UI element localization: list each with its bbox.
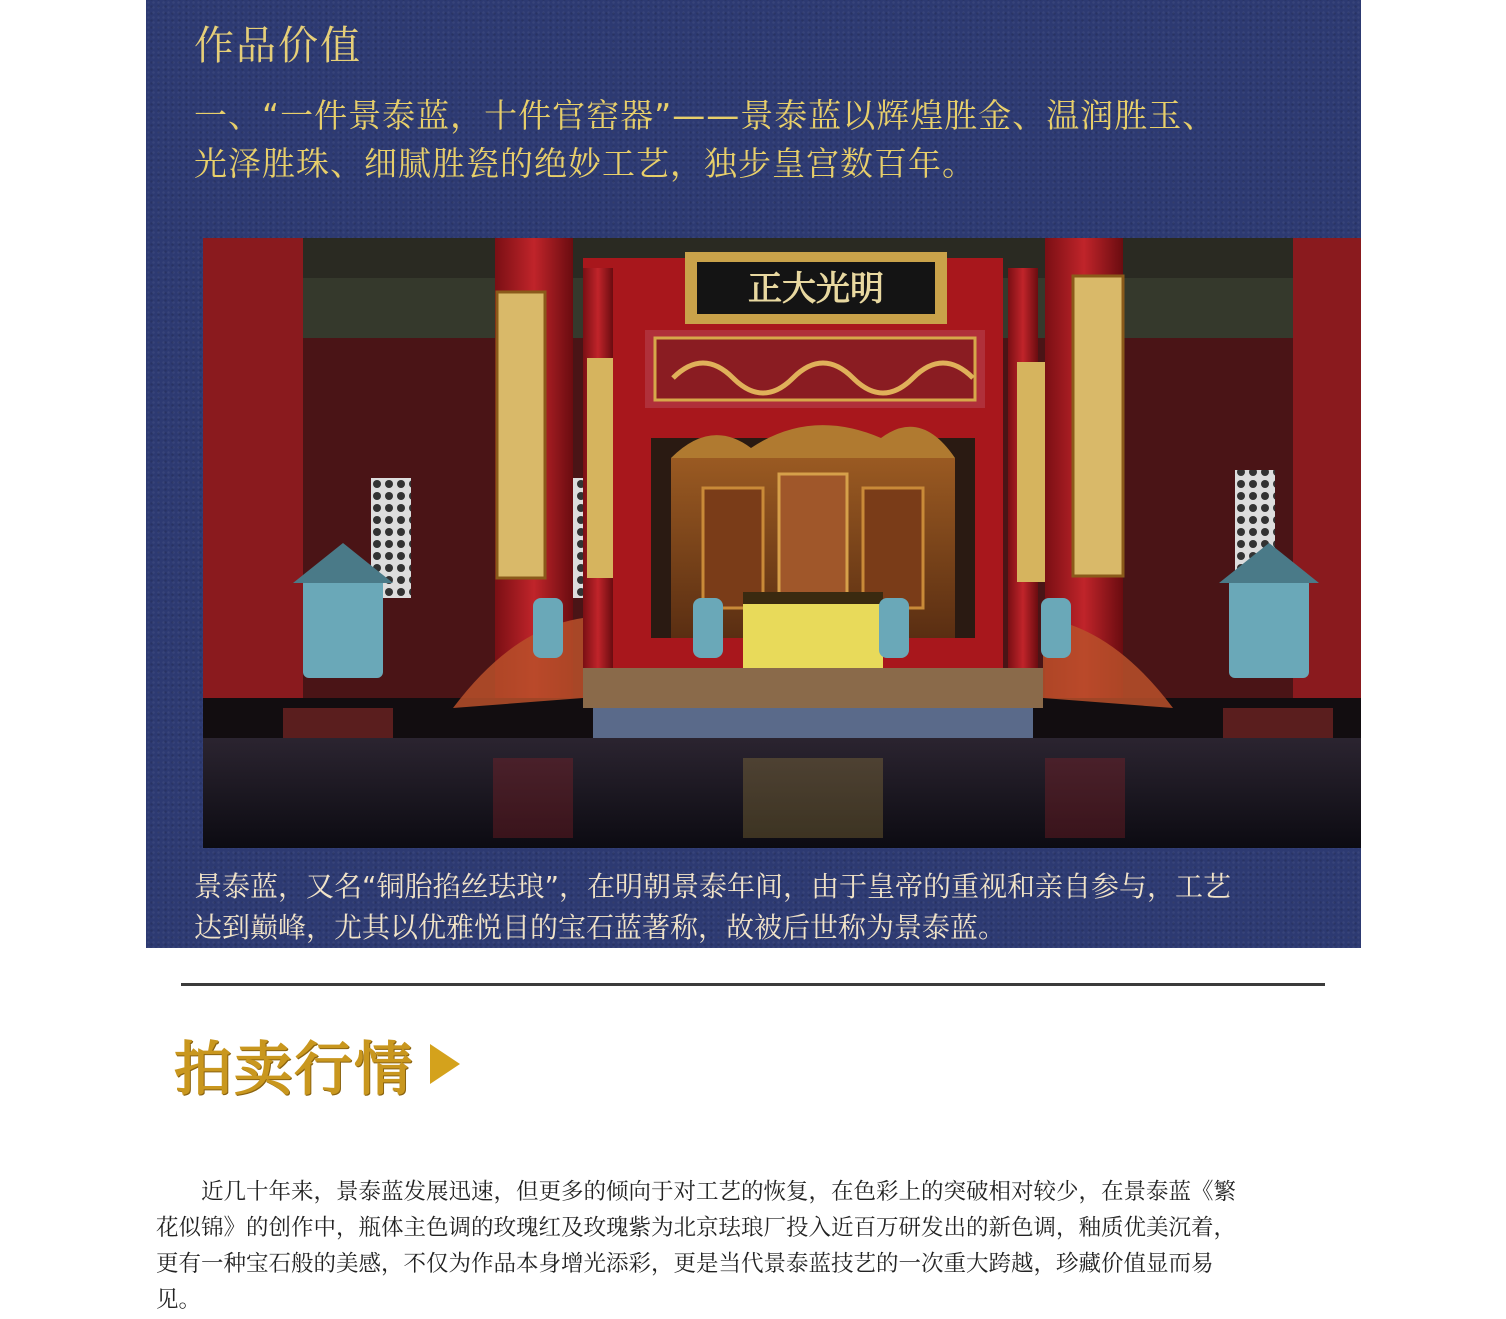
caption-line-1: 景泰蓝，又名“铜胎掐丝珐琅”，在明朝景泰年间，由于皇帝的重视和亲自参与，工艺 xyxy=(194,870,1232,903)
lead-line-1: 一、“一件景泰蓝，十件官窑器”——景泰蓝以辉煌胜金、温润胜玉、 xyxy=(194,96,1217,135)
value-panel xyxy=(146,0,1361,948)
play-arrow-icon xyxy=(430,1044,460,1084)
section-divider xyxy=(181,983,1325,986)
body-line-1: 近几十年来，景泰蓝发展迅速，但更多的倾向于对工艺的恢复，在色彩上的突破相对较少，在景泰蓝《繁 xyxy=(201,1179,1237,1205)
auction-section-heading xyxy=(174,1026,460,1102)
body-line-3: 更有一种宝石般的美感，不仅为作品本身增光添彩，更是当代景泰蓝技艺的一次重大跨越，珍藏价值显而易 xyxy=(156,1251,1214,1277)
panel-caption xyxy=(194,866,1231,948)
plaque-text: 正大光明 xyxy=(748,269,884,309)
auction-body-text xyxy=(156,1174,1376,1318)
caption-line-2: 达到巅峰，尤其以优雅悦目的宝石蓝著称，故被后世称为景泰蓝。 xyxy=(194,911,1007,944)
body-line-4: 见。 xyxy=(156,1287,202,1313)
palace-hall-photo xyxy=(203,238,1361,848)
lead-line-2: 光泽胜珠、细腻胜瓷的绝妙工艺，独步皇宫数百年。 xyxy=(194,144,976,183)
panel-title: 作品价值 xyxy=(194,23,362,69)
section-title: 拍卖行情 xyxy=(174,1035,415,1103)
panel-lead-text xyxy=(194,92,1361,188)
body-line-2: 花似锦》的创作中，瓶体主色调的玫瑰红及玫瑰紫为北京珐琅厂投入近百万研发出的新色调，釉质优美沉着， xyxy=(156,1215,1237,1241)
